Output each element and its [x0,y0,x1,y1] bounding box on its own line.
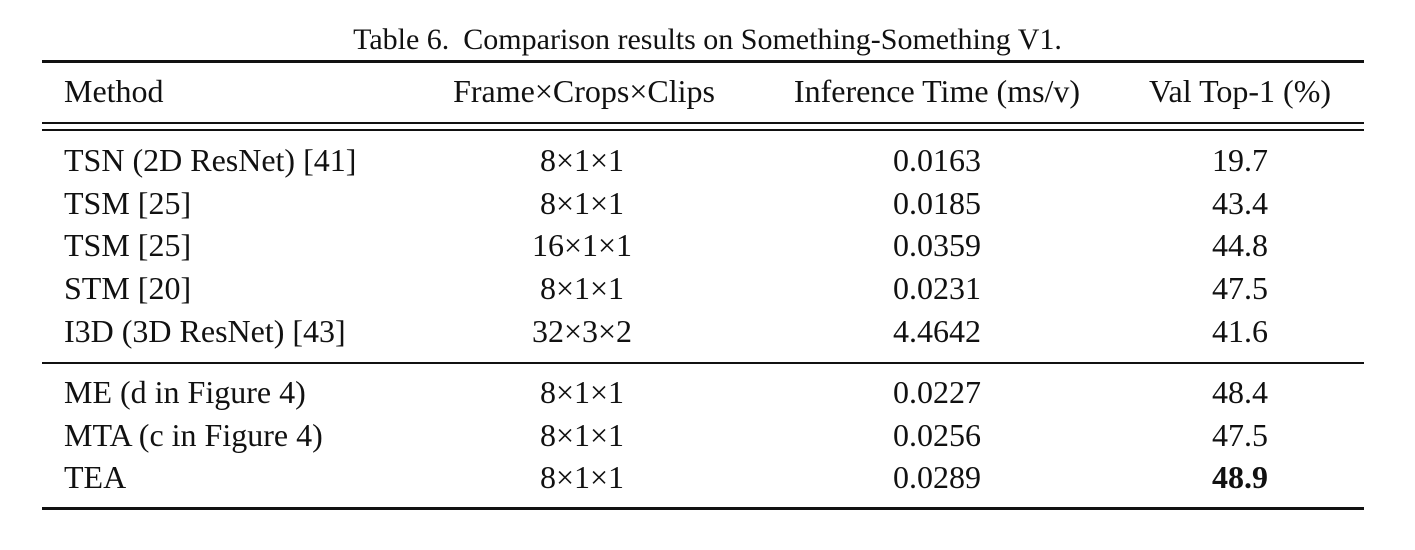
cell-method: TEA [64,459,127,495]
cell-method: TSM [25] [64,185,192,221]
table-top-rule [42,60,1364,63]
cell-method: MTA (c in Figure 4) [64,417,323,453]
cell-frames-crops-clips: 32×3×2 [531,313,633,349]
cell-method: STM [20] [64,270,192,306]
column-header-inference-time: Inference Time (ms/v) [793,73,1081,109]
cell-inference-time: 0.0231 [893,270,981,306]
table-row [42,224,1364,266]
column-header-frames-crops-clips: Frame×Crops×Clips [453,73,715,109]
table-row [42,456,1364,498]
cell-inference-time: 0.0227 [893,374,981,410]
section-divider-rule [42,362,1364,364]
table-row [42,414,1364,456]
column-header-val-top1: Val Top-1 (%) [1148,73,1331,109]
table-header-row [42,70,1364,112]
cell-inference-time: 0.0256 [893,417,981,453]
table-caption-label: Table 6. [353,23,450,56]
cell-inference-time: 0.0185 [893,185,981,221]
cell-val-top1-best: 48.9 [1212,459,1268,495]
cell-frames-crops-clips: 16×1×1 [531,227,633,263]
cell-frames-crops-clips: 8×1×1 [539,459,625,495]
table-row [42,267,1364,309]
cell-val-top1: 47.5 [1212,270,1268,306]
cell-method: I3D (3D ResNet) [43] [64,313,346,349]
cell-frames-crops-clips: 8×1×1 [539,270,625,306]
table-row [42,371,1364,413]
cell-val-top1: 41.6 [1212,313,1268,349]
table-caption [0,20,1415,60]
table-caption-text: Comparison results on Something-Something V1. [463,23,1062,56]
cell-frames-crops-clips: 8×1×1 [539,417,625,453]
cell-val-top1: 47.5 [1212,417,1268,453]
cell-val-top1: 19.7 [1212,142,1268,178]
cell-inference-time: 0.0359 [893,227,981,263]
table-row [42,310,1364,352]
column-header-method: Method [64,73,164,109]
table-bottom-rule [42,507,1364,510]
cell-frames-crops-clips: 8×1×1 [539,185,625,221]
cell-method: ME (d in Figure 4) [64,374,306,410]
cell-val-top1: 48.4 [1212,374,1268,410]
cell-val-top1: 44.8 [1212,227,1268,263]
cell-inference-time: 0.0289 [893,459,981,495]
cell-frames-crops-clips: 8×1×1 [539,142,625,178]
table-header-rule-lower [42,129,1364,131]
table-row [42,139,1364,181]
table-header-rule-upper [42,122,1364,124]
cell-inference-time: 4.4642 [893,313,981,349]
cell-frames-crops-clips: 8×1×1 [539,374,625,410]
cell-val-top1: 43.4 [1212,185,1268,221]
cell-inference-time: 0.0163 [893,142,981,178]
table-row [42,182,1364,224]
cell-method: TSM [25] [64,227,192,263]
cell-method: TSN (2D ResNet) [41] [64,142,357,178]
